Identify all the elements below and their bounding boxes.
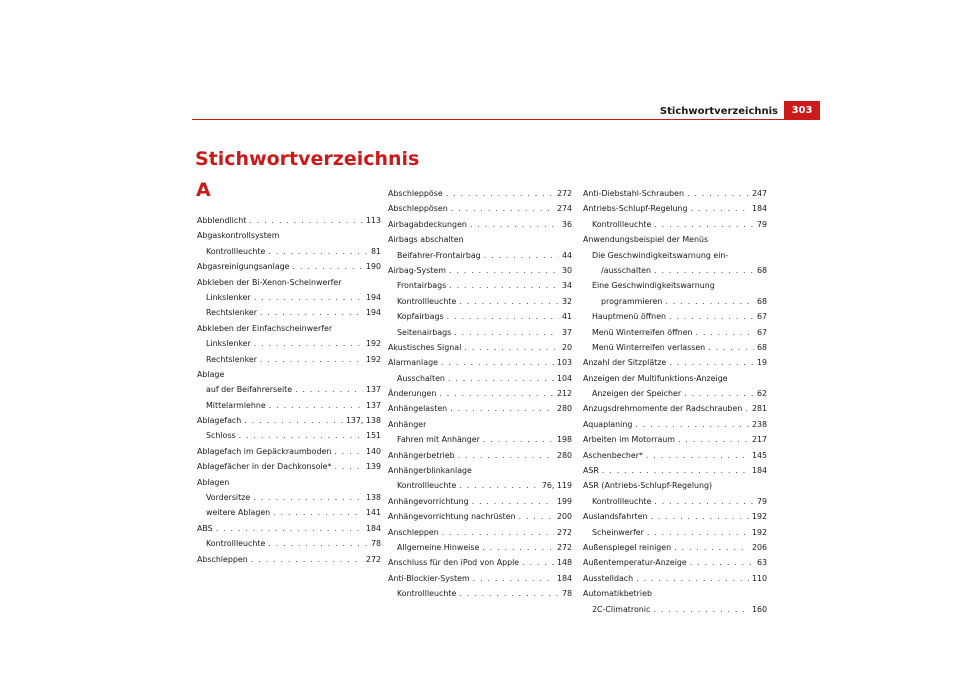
index-entry-term: Anhängerbetrieb [388,450,455,460]
index-entry-term: Kopfairbags [397,312,444,322]
index-entry [583,509,767,524]
index-entry [388,432,572,447]
index-entry-term: Anhänger [388,419,427,429]
dot-leader [448,371,554,386]
index-entry [197,475,381,490]
index-entry [583,448,767,463]
index-entry-term: Aquaplaning [583,419,633,429]
index-entry-page: 280 [556,450,572,460]
index-entry-page: 67 [756,312,767,322]
dot-leader [459,294,559,309]
index-entry [197,521,381,536]
dot-leader [449,278,559,293]
index-entry-page: 145 [751,450,767,460]
index-entry-term: Anzugsdrehmomente der Radschrauben [583,404,743,414]
index-entry-term: Airbagabdeckungen [388,219,467,229]
dot-leader [691,201,749,216]
index-entry-term: Abblendlicht [197,215,247,225]
index-entry-page: 194 [365,308,381,318]
dot-leader [249,213,363,228]
index-entry-page: 274 [556,204,572,214]
index-entry-term: Allgemeine Hinweise [397,542,480,552]
running-header-title: Stichwortverzeichnis [659,106,778,117]
index-entry-term: Kontrollleuchte [397,481,457,491]
dot-leader [254,336,363,351]
index-entry-page: 184 [365,523,381,533]
index-entry [583,355,767,370]
dot-leader [674,540,749,555]
index-entry [197,367,381,382]
index-entry-page: 184 [751,204,767,214]
index-entry-term: Automatikbetrieb [583,589,652,599]
index-entry-page: 151 [365,431,381,441]
index-entry-page: 199 [556,496,572,506]
index-entry [583,386,767,401]
index-entry-term: Ablagefach im Gepäckraumboden [197,446,332,456]
index-entry-term: Hauptmenü öffnen [592,312,667,322]
index-entry [197,259,381,274]
index-entry-term: Linkslenker [206,339,251,349]
index-entry [583,371,767,386]
index-entry-page: 141 [365,508,381,518]
index-entry-page: 148 [556,558,572,568]
dot-leader [273,505,363,520]
dot-leader [268,244,368,259]
dot-leader [602,463,749,478]
index-entry [583,340,767,355]
index-entry-term: Außentemperatur-Anzeige [583,558,687,568]
index-entry-page: 272 [556,188,572,198]
index-entry-term: Kontrollleuchte [206,539,266,549]
index-entry-term: Ausschalten [397,373,445,383]
index-entry-term: Ablagefächer in der Dachkonsole* [197,462,332,472]
dot-leader [244,413,343,428]
index-entry [388,463,572,478]
dot-leader [260,352,363,367]
index-entry-term: Anti-Diebstahl-Schrauben [583,188,685,198]
dot-leader [484,248,559,263]
index-entry [388,586,572,601]
index-entry [388,248,572,263]
index-entry [583,571,767,586]
index-entry-page: 104 [556,373,572,383]
dot-leader [295,382,363,397]
index-entry [388,232,572,247]
index-entry-term: Kontrollleuchte [397,589,457,599]
index-entry-page: 41 [561,312,572,322]
index-entry-term: Anhängevorrichtung [388,496,469,506]
index-entry-term: Abgasreinigungsanlage [197,262,290,272]
index-entry-page: 281 [751,404,767,414]
index-entry-term: Abschleppösen [388,204,448,214]
index-entry-term: Kontrollleuchte [397,296,457,306]
index-entry-term: Ablagefach [197,416,242,426]
index-entry-term: ABS [197,523,213,533]
index-column-2 [388,186,572,602]
dot-leader [482,540,554,555]
dot-leader [684,386,754,401]
index-entry-term: Rechtslenker [206,308,257,318]
index-entry-term: Airbags abschalten [388,235,464,245]
dot-leader [459,478,539,493]
dot-leader [654,263,754,278]
dot-leader [268,536,368,551]
index-entry-term: Ablage [197,369,225,379]
index-entry [388,340,572,355]
index-entry [197,413,381,428]
index-entry-page: 184 [556,573,572,583]
index-entry-term: Abkleben der Bi-Xenon-Scheinwerfer [197,277,342,287]
index-entry-page: 206 [751,542,767,552]
index-entry-page: 272 [365,554,381,564]
index-entry [583,432,767,447]
index-entry [388,278,572,293]
index-entry-term: Anzeigen der Multifunktions-Anzeige [583,373,728,383]
dot-leader [687,186,749,201]
index-entry-term: Beifahrer-Frontairbag [397,250,481,260]
index-entry-term: Anzahl der Sitzplätze [583,358,667,368]
index-entry-page: 34 [561,281,572,291]
index-entry-term: Die Geschwindigkeitswarnung ein- [592,250,729,260]
index-entry-term: /ausschalten [601,265,652,275]
index-entry-page: 137 [365,385,381,395]
index-entry [197,459,381,474]
index-entry-term: programmieren [601,296,663,306]
index-entry-page: 30 [561,265,572,275]
index-entry-page: 192 [365,339,381,349]
index-entry-term: auf der Beifahrerseite [206,385,293,395]
index-entry [583,278,767,293]
index-entry [583,540,767,555]
index-entry-term: Akustisches Signal [388,342,462,352]
dot-leader [254,290,363,305]
index-entry-term: Auslandsfahrten [583,512,648,522]
dot-leader [269,398,363,413]
index-entry [197,228,381,243]
index-entry-term: Abkleben der Einfachscheinwerfer [197,323,333,333]
index-entry-term: Abgaskontrollsystem [197,231,280,241]
index-entry-page: 79 [756,219,767,229]
index-entry-page: 20 [561,342,572,352]
dot-leader [654,494,754,509]
index-entry-term: Außenspiegel reinigen [583,542,672,552]
index-entry-term: Anhängerblinkanlage [388,466,472,476]
dot-leader [334,459,362,474]
index-entry [197,428,381,443]
index-entry [197,352,381,367]
index-entry [388,571,572,586]
index-entry-term: Kontrollleuchte [592,219,652,229]
index-entry-page: 272 [556,542,572,552]
index-entry-page: 184 [751,466,767,476]
dot-leader [678,432,749,447]
index-entry-term: Scheinwerfer [592,527,644,537]
index-entry-term: Anschleppen [388,527,439,537]
index-entry [388,509,572,524]
dot-leader [449,263,559,278]
dot-leader [441,355,554,370]
index-entry-page: 140 [365,446,381,456]
index-entry-page: 32 [561,296,572,306]
index-entry-term: Vordersitze [206,493,251,503]
dot-leader [636,571,749,586]
header-rule [192,119,820,120]
index-entry-page: 198 [556,435,572,445]
index-entry [583,201,767,216]
index-entry [197,444,381,459]
index-entry [197,213,381,228]
index-entry [583,478,767,493]
index-entry [583,325,767,340]
dot-leader [470,217,559,232]
dot-leader [635,417,749,432]
index-entry [197,244,381,259]
index-entry-page: 137 [365,400,381,410]
index-entry [583,263,767,278]
index-entry-page: 103 [556,358,572,368]
index-entry [583,401,767,416]
dot-leader [472,494,554,509]
dot-leader [251,552,363,567]
index-entry [583,525,767,540]
index-entry-term: Alarmanlage [388,358,438,368]
index-entry [388,217,572,232]
index-entry-term: 2C-Climatronic [592,604,651,614]
index-entry-page: 79 [756,496,767,506]
index-entry-page: 62 [756,389,767,399]
section-letter: A [196,179,211,201]
index-entry-page: 19 [756,358,767,368]
index-entry [583,309,767,324]
dot-leader [458,448,554,463]
index-entry [583,463,767,478]
dot-leader [446,186,554,201]
index-entry-page: 67 [756,327,767,337]
index-entry-term: Anhängevorrichtung nachrüsten [388,512,516,522]
index-entry-page: 138 [365,493,381,503]
index-entry-term: Kontrollleuchte [592,496,652,506]
index-entry [197,290,381,305]
index-entry-page: 137, 138 [345,416,381,426]
dot-leader [483,432,554,447]
index-entry [388,525,572,540]
index-entry-term: Anzeigen der Speicher [592,389,682,399]
index-entry-page: 78 [370,539,381,549]
index-entry-page: 139 [365,462,381,472]
index-entry-page: 68 [756,296,767,306]
index-entry-term: Fahren mit Anhänger [397,435,480,445]
dot-leader [647,525,749,540]
index-entry [197,336,381,351]
index-entry-page: 194 [365,292,381,302]
dot-leader [653,602,749,617]
index-entry [388,186,572,201]
index-entry-page: 192 [751,512,767,522]
index-entry [197,398,381,413]
index-entry [388,309,572,324]
index-entry-term: Antriebs-Schlupf-Regelung [583,204,688,214]
index-entry [583,232,767,247]
index-entry [388,294,572,309]
index-entry [583,555,767,570]
index-entry [583,586,767,601]
dot-leader [708,340,754,355]
index-entry-page: 212 [556,389,572,399]
dot-leader [447,309,559,324]
index-entry [197,490,381,505]
index-entry-term: Frontairbags [397,281,447,291]
dot-leader [522,555,554,570]
index-entry [388,448,572,463]
dot-leader [450,401,554,416]
index-entry-term: Anschluss für den iPod von Apple [388,558,520,568]
dot-leader [669,355,754,370]
index-entry-page: 110 [751,573,767,583]
index-entry-term: Abschleppen [197,554,248,564]
index-entry-page: 63 [756,558,767,568]
index-entry [388,417,572,432]
dot-leader [665,294,754,309]
page-heading: Stichwortverzeichnis [195,148,420,170]
index-entry-term: Änderungen [388,389,437,399]
index-entry-page: 37 [561,327,572,337]
index-entry [583,248,767,263]
dot-leader [745,401,749,416]
index-entry-term: Arbeiten im Motorraum [583,435,675,445]
dot-leader [459,586,559,601]
index-entry [583,294,767,309]
index-entry [197,305,381,320]
dot-leader [260,305,363,320]
dot-leader [442,525,554,540]
index-entry [197,275,381,290]
dot-leader [695,325,754,340]
index-entry-page: 280 [556,404,572,414]
dot-leader [646,448,749,463]
index-entry-page: 190 [365,262,381,272]
page-number-badge: 303 [784,101,820,120]
dot-leader [239,428,363,443]
index-entry [197,321,381,336]
index-entry [583,494,767,509]
index-column-3 [583,186,767,617]
index-entry-term: Linkslenker [206,292,251,302]
index-entry-page: 76, 119 [541,481,572,491]
index-entry-term: Eine Geschwindigkeitswarnung [592,281,715,291]
index-entry-term: Schloss [206,431,236,441]
index-entry [388,325,572,340]
index-entry-term: Anwendungsbeispiel der Menüs [583,235,709,245]
index-entry [388,386,572,401]
index-entry-term: Seitenairbags [397,327,452,337]
dot-leader [253,490,363,505]
index-entry-term: weitere Ablagen [206,508,271,518]
dot-leader [454,325,559,340]
index-entry [388,355,572,370]
dot-leader [334,444,363,459]
index-entry-page: 192 [365,354,381,364]
index-entry-term: Kontrollleuchte [206,246,266,256]
index-entry [388,371,572,386]
index-entry [583,217,767,232]
index-entry [583,186,767,201]
dot-leader [451,201,554,216]
index-entry-term: Menü Winterreifen verlassen [592,342,706,352]
index-entry [583,417,767,432]
index-entry-page: 44 [561,250,572,260]
index-entry-page: 238 [751,419,767,429]
index-entry-page: 192 [751,527,767,537]
index-entry [388,478,572,493]
dot-leader [669,309,754,324]
index-entry-term: Ablagen [197,477,230,487]
dot-leader [439,386,554,401]
dot-leader [293,259,363,274]
index-entry-page: 200 [556,512,572,522]
index-entry-page: 68 [756,265,767,275]
dot-leader [690,555,754,570]
index-entry-page: 78 [561,589,572,599]
index-entry [197,536,381,551]
index-entry-term: ASR (Antriebs-Schlupf-Regelung) [583,481,713,491]
index-entry-term: Abschleppöse [388,188,443,198]
index-entry [388,555,572,570]
dot-leader [464,340,559,355]
dot-leader [473,571,554,586]
index-entry-term: Menü Winterreifen öffnen [592,327,693,337]
index-entry [388,263,572,278]
dot-leader [650,509,748,524]
index-entry-term: Rechtslenker [206,354,257,364]
index-entry [388,401,572,416]
dot-leader [519,509,554,524]
index-entry-page: 113 [365,215,381,225]
index-entry-term: Anhängelasten [388,404,448,414]
index-entry [197,552,381,567]
index-entry [388,540,572,555]
index-entry [197,382,381,397]
index-entry-page: 217 [751,435,767,445]
index-entry-term: Airbag-System [388,265,446,275]
index-entry [388,201,572,216]
index-entry-page: 272 [556,527,572,537]
index-entry [197,505,381,520]
dot-leader [216,521,363,536]
index-entry-page: 247 [751,188,767,198]
index-entry-page: 36 [561,219,572,229]
index-entry-term: ASR [583,466,599,476]
index-entry-page: 160 [751,604,767,614]
index-entry-page: 68 [756,342,767,352]
index-entry-term: Aschenbecher* [583,450,643,460]
index-entry-term: Ausstelldach [583,573,634,583]
index-entry [583,602,767,617]
dot-leader [654,217,754,232]
index-column-1 [197,213,381,567]
index-entry-page: 81 [370,246,381,256]
index-entry-term: Anti-Blockier-System [388,573,470,583]
index-entry [388,494,572,509]
index-entry-term: Mittelarmlehne [206,400,266,410]
